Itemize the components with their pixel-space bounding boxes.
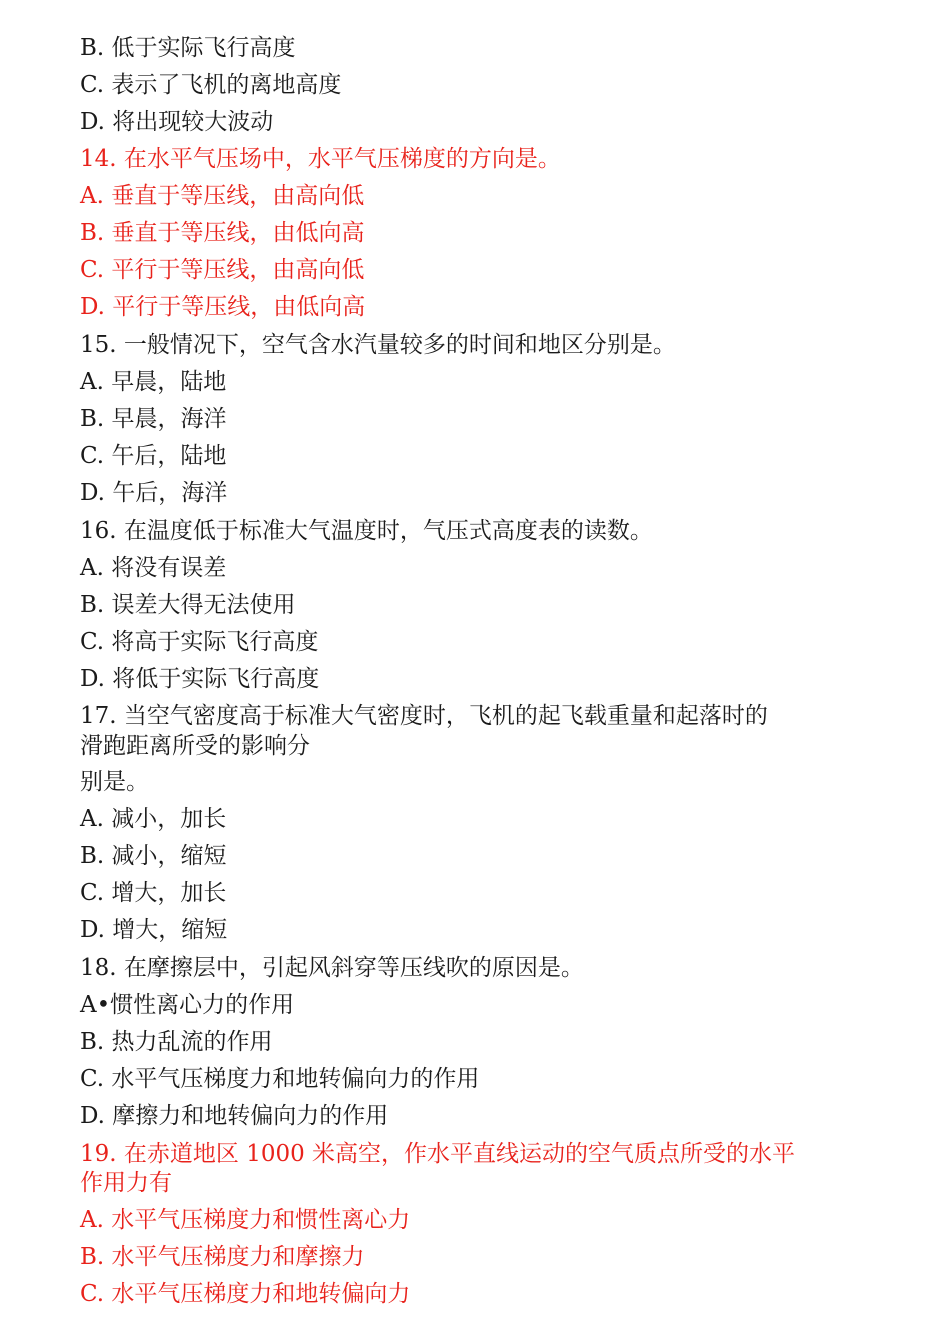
option-13-b: B. 低于实际飞行高度 [80, 35, 296, 61]
option-16-d: D. 将低于实际飞行高度 [80, 666, 320, 692]
option-17-b: B. 减小，缩短 [80, 843, 227, 869]
question-15: 15. 一般情况下，空气含水汽量较多的时间和地区分别是。 [80, 332, 676, 358]
option-18-a: A•惯性离心力的作用 [80, 992, 295, 1018]
option-18-c: C. 水平气压梯度力和地转偏向力的作用 [80, 1066, 480, 1092]
option-14-d: D. 平行于等压线，由低向高 [80, 294, 366, 320]
question-18: 18. 在摩擦层中，引起风斜穿等压线吹的原因是。 [80, 955, 584, 981]
option-19-a: A. 水平气压梯度力和惯性离心力 [80, 1207, 411, 1233]
option-15-b: B. 早晨，海洋 [80, 406, 227, 432]
option-17-d: D. 增大，缩短 [80, 917, 228, 943]
option-19-b: B. 水平气压梯度力和摩擦力 [80, 1244, 365, 1270]
option-15-c: C. 午后，陆地 [80, 443, 227, 469]
option-17-a: A. 减小，加长 [80, 806, 227, 832]
question-17-line-2: 滑跑距离所受的影响分 [80, 733, 310, 759]
option-13-c: C. 表示了飞机的离地高度 [80, 72, 342, 98]
option-13-d: D. 将出现较大波动 [80, 109, 274, 135]
question-17-line-3: 别是。 [80, 769, 149, 795]
option-16-a: A. 将没有误差 [80, 555, 227, 581]
option-14-c: C. 平行于等压线，由高向低 [80, 257, 365, 283]
option-16-c: C. 将高于实际飞行高度 [80, 629, 319, 655]
option-18-d: D. 摩擦力和地转偏向力的作用 [80, 1103, 389, 1129]
option-14-a: A. 垂直于等压线，由高向低 [80, 183, 365, 209]
question-14: 14. 在水平气压场中，水平气压梯度的方向是。 [80, 146, 561, 172]
option-17-c: C. 增大，加长 [80, 880, 227, 906]
option-19-c: C. 水平气压梯度力和地转偏向力 [80, 1281, 411, 1307]
question-16: 16. 在温度低于标准大气温度时，气压式高度表的读数。 [80, 518, 653, 544]
option-18-b: B. 热力乱流的作用 [80, 1029, 273, 1055]
option-15-a: A. 早晨，陆地 [80, 369, 227, 395]
question-19-line-2: 作用力有 [80, 1170, 172, 1196]
question-19-line-1: 19. 在赤道地区 1000 米高空，作水平直线运动的空气质点所受的水平 [80, 1141, 796, 1167]
question-17-line-1: 17. 当空气密度高于标准大气密度时，飞机的起飞载重量和起落时的 [80, 703, 768, 729]
option-16-b: B. 误差大得无法使用 [80, 592, 296, 618]
option-14-b: B. 垂直于等压线，由低向高 [80, 220, 365, 246]
option-15-d: D. 午后，海洋 [80, 480, 228, 506]
